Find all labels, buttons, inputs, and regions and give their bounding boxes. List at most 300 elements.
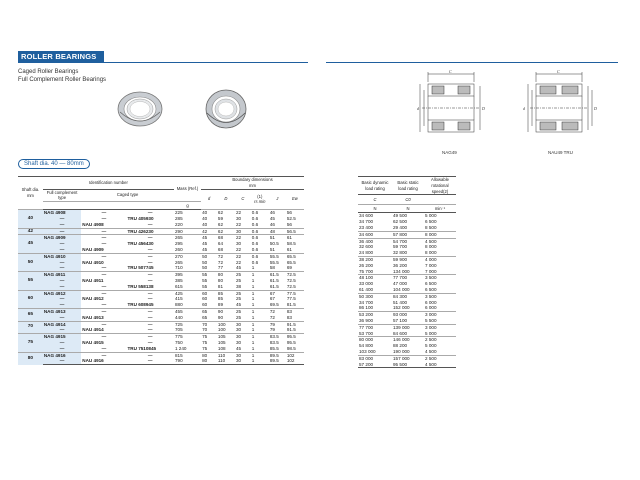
- table-cell: 72.5: [286, 283, 296, 289]
- nau49-caption: NAU49 TRU: [548, 150, 573, 155]
- table-cell: 440: [174, 314, 183, 320]
- col-full-complement: Full complement type: [43, 189, 81, 202]
- table-cell: —: [81, 235, 126, 241]
- table-cell: 67: [269, 296, 275, 302]
- table-cell: 24 800: [359, 250, 374, 256]
- col-rs: [251, 189, 269, 210]
- table-cell: —: [147, 314, 153, 320]
- table-cell: NAU 4916: [81, 358, 126, 364]
- table-cell: 51: [269, 246, 275, 252]
- table-cell: 50: [201, 253, 217, 259]
- table-cell: 69.5: [269, 302, 279, 308]
- table-cell: 1: [251, 308, 269, 314]
- table-cell: 77: [217, 265, 224, 271]
- table-cell: 5 500: [425, 317, 437, 323]
- table-cell: 48 100: [358, 275, 392, 281]
- table-cell: 0.6: [251, 215, 259, 221]
- table-cell: 1: [251, 358, 269, 364]
- table-cell: —: [43, 327, 81, 333]
- table-cell: 38 200: [358, 256, 392, 262]
- table-cell: NAU 4908: [82, 221, 104, 227]
- table-cell: 30: [235, 352, 251, 358]
- table-cell: —: [43, 260, 81, 266]
- table-cell: 95 500: [392, 362, 424, 368]
- table-cell: 30: [235, 321, 251, 327]
- table-cell: 85.5: [269, 345, 279, 351]
- table-cell: 22: [235, 246, 242, 252]
- table-cell: —: [126, 235, 173, 241]
- shaft-dia-cell: 60: [18, 290, 43, 308]
- col-unit-rpm: min⁻¹: [424, 205, 456, 213]
- table-cell: 89: [217, 302, 224, 308]
- table-cell: 93 000: [392, 312, 424, 318]
- table-cell: 69: [286, 265, 292, 271]
- table-cell: 55: [201, 272, 217, 278]
- table-cell: —: [126, 272, 173, 278]
- table-cell: 725: [174, 321, 201, 327]
- table-cell: 110: [217, 352, 235, 358]
- table-cell: 105: [217, 339, 226, 345]
- table-cell: 62: [217, 210, 235, 216]
- table-cell: —: [101, 345, 107, 351]
- table-cell: NAG 4916: [43, 352, 81, 358]
- table-cell: 72: [217, 253, 235, 259]
- table-cell: 22: [235, 259, 242, 265]
- table-cell: 80: [201, 352, 217, 358]
- table-cell: NAU 4914: [82, 327, 104, 333]
- table-cell: 80 000: [358, 337, 392, 343]
- subtitle-full-complement: Full Complement Roller Bearings: [18, 77, 107, 83]
- dimensions-table: [18, 176, 304, 365]
- table-cell: 62: [217, 221, 224, 227]
- table-cell: 80: [201, 358, 217, 364]
- table-cell: —: [126, 210, 173, 216]
- table-cell: 3 000: [424, 312, 456, 318]
- table-cell: 59 900: [392, 256, 424, 262]
- table-cell: 50: [202, 265, 208, 271]
- table-cell: 51 400: [393, 299, 408, 305]
- col-unit-n: N: [358, 205, 392, 213]
- table-cell: 61.5: [269, 277, 279, 283]
- table-cell: 5 000: [425, 343, 437, 349]
- table-cell: 89.5: [269, 358, 286, 364]
- table-cell: 70: [202, 327, 208, 333]
- table-cell: 1: [251, 290, 269, 296]
- table-cell: 395: [174, 272, 201, 278]
- table-cell: —: [147, 296, 153, 302]
- table-cell: 110: [217, 358, 235, 364]
- table-cell: 0.6: [251, 253, 269, 259]
- col-blank-2: [81, 202, 174, 210]
- table-cell: —: [81, 321, 126, 327]
- table-cell: 6 500: [425, 219, 437, 225]
- table-cell: 65.5: [286, 259, 296, 265]
- svg-text:D: D: [594, 106, 597, 111]
- table-cell: 33 000: [359, 281, 374, 287]
- col-caged: Caged type: [81, 189, 174, 202]
- table-cell: 265: [174, 235, 201, 241]
- table-cell: 22: [235, 221, 242, 227]
- table-cell: 1: [251, 352, 269, 358]
- table-cell: 72.5: [286, 277, 296, 283]
- table-cell: —: [101, 302, 107, 308]
- table-cell: 80: [217, 272, 235, 278]
- table-cell: 425: [174, 290, 201, 296]
- table-cell: 55: [202, 277, 208, 283]
- table-cell: NAU 4912: [82, 296, 104, 302]
- table-cell: 775: [174, 334, 201, 340]
- table-cell: 95.5: [286, 339, 296, 345]
- table-cell: —: [126, 334, 173, 340]
- shaft-dia-cell: 55: [18, 272, 43, 290]
- table-cell: 105: [217, 334, 235, 340]
- table-cell: 81: [217, 283, 224, 289]
- table-cell: 40: [202, 215, 208, 221]
- table-cell: 8 500: [425, 224, 437, 230]
- table-cell: NAG 4911: [43, 272, 81, 278]
- table-cell: 45: [235, 302, 242, 308]
- col-J: J: [269, 189, 286, 210]
- table-cell: 55.5: [269, 259, 279, 265]
- table-cell: 90: [217, 308, 235, 314]
- table-cell: 83: [286, 314, 292, 320]
- svg-text:d: d: [417, 106, 419, 111]
- table-cell: 55.5: [269, 253, 286, 259]
- table-cell: 57 200: [358, 362, 392, 368]
- table-cell: TRU 426230: [126, 228, 173, 235]
- table-cell: 4 500: [424, 362, 456, 368]
- table-cell: 60: [202, 302, 208, 308]
- shaft-dia-cell: 40: [18, 210, 43, 228]
- table-cell: 32 600: [359, 244, 374, 250]
- table-cell: 7 000: [425, 262, 437, 268]
- table-row: [358, 362, 456, 368]
- table-cell: 61: [286, 235, 304, 241]
- table-cell: 25: [235, 272, 251, 278]
- boundary-label: Boundary dimensions: [232, 177, 273, 182]
- table-cell: 0.6: [251, 228, 269, 235]
- table-cell: 91.5: [286, 321, 304, 327]
- table-cell: 59: [217, 215, 224, 221]
- table-cell: 157 000: [392, 355, 424, 361]
- table-cell: 56: [286, 210, 304, 216]
- table-cell: 103 000: [359, 348, 376, 354]
- speed-note: (2): [443, 188, 449, 194]
- table-cell: 38: [235, 283, 242, 289]
- table-cell: 34 700: [359, 299, 374, 305]
- table-cell: 1: [251, 345, 255, 351]
- table-cell: 75: [202, 345, 208, 351]
- table-cell: 61.5: [269, 272, 286, 278]
- table-cell: 30: [235, 334, 251, 340]
- table-cell: 64: [217, 241, 224, 247]
- table-cell: 58.5: [286, 241, 296, 247]
- table-cell: 86 100: [359, 305, 374, 311]
- table-cell: 1: [251, 296, 255, 302]
- table-cell: —: [43, 346, 81, 352]
- table-cell: 46: [269, 221, 275, 227]
- table-cell: 285: [174, 215, 183, 221]
- table-cell: 72.5: [286, 272, 304, 278]
- table-cell: 81.5: [286, 302, 296, 308]
- table-cell: 0.6: [251, 235, 269, 241]
- table-cell: 54 800: [359, 343, 374, 349]
- table-cell: —: [81, 272, 126, 278]
- table-cell: —: [81, 253, 126, 259]
- table-cell: 1: [251, 272, 269, 278]
- table-cell: 50.5: [269, 241, 279, 247]
- table-cell: 815: [174, 352, 201, 358]
- table-cell: —: [43, 284, 81, 290]
- table-cell: NAG 4915: [43, 334, 81, 340]
- table-cell: 1: [251, 327, 255, 333]
- table-cell: 98.5: [286, 345, 296, 351]
- table-cell: —: [126, 358, 173, 364]
- table-cell: —: [126, 321, 173, 327]
- table-cell: 65.5: [286, 253, 304, 259]
- table-cell: 100: [217, 321, 235, 327]
- table-cell: 75: [202, 339, 208, 345]
- table-cell: 72: [269, 308, 286, 314]
- table-cell: 61: [286, 246, 292, 252]
- table-cell: 36 400: [358, 238, 392, 244]
- table-cell: 23 400: [359, 224, 374, 230]
- table-cell: 415: [174, 296, 183, 302]
- table-cell: 1 240: [174, 345, 187, 351]
- table-cell: —: [43, 278, 81, 284]
- table-cell: NAU 4911: [82, 277, 104, 283]
- subtitle-caged: Caged Roller Bearings: [18, 69, 79, 75]
- table-cell: 385: [174, 277, 183, 283]
- table-cell: 45: [235, 265, 242, 271]
- shaft-dia-cell: 70: [18, 321, 43, 334]
- table-cell: 146 000: [392, 337, 424, 343]
- table-cell: 0.6: [251, 246, 259, 252]
- caged-bearing-photo: [116, 90, 164, 128]
- table-cell: 3 500: [424, 293, 456, 299]
- table-cell: —: [43, 241, 81, 247]
- table-cell: 8 000: [424, 231, 456, 238]
- col-static-rating: Basic static load rating: [392, 177, 424, 195]
- col-d: d: [201, 189, 217, 210]
- table-cell: 40: [202, 221, 208, 227]
- boundary-unit: mm: [249, 182, 257, 188]
- table-cell: —: [126, 253, 173, 259]
- shaft-dia-cell: 65: [18, 308, 43, 321]
- table-cell: 42: [201, 228, 217, 235]
- speed-label: Allowable rotational speed: [431, 177, 449, 194]
- table-cell: —: [43, 265, 81, 271]
- table-cell: 84 600: [393, 330, 408, 336]
- table-cell: 0.6: [251, 221, 259, 227]
- table-cell: 65: [202, 314, 208, 320]
- table-cell: —: [43, 228, 81, 235]
- table-row: [358, 231, 456, 238]
- table-cell: NAU 4910: [82, 259, 104, 265]
- table-cell: 85: [217, 296, 224, 302]
- table-cell: —: [81, 290, 126, 296]
- table-cell: NAG 4910: [43, 253, 81, 259]
- table-cell: 1: [251, 265, 255, 271]
- col-C0: C0: [392, 195, 424, 205]
- table-cell: 30: [235, 228, 251, 235]
- table-cell: 190 000: [393, 348, 410, 354]
- table-cell: NAU 4909: [82, 246, 104, 252]
- title-rule-right: [326, 62, 618, 63]
- table-cell: 2 500: [424, 337, 456, 343]
- table-cell: 34 600: [358, 213, 392, 219]
- table-cell: 880: [174, 302, 183, 308]
- table-cell: 90: [217, 314, 224, 320]
- table-cell: 45: [202, 241, 208, 247]
- table-cell: 750: [174, 339, 183, 345]
- table-cell: 5 000: [424, 213, 456, 219]
- table-cell: —: [81, 308, 126, 314]
- table-cell: —: [147, 221, 153, 227]
- table-cell: 61 400: [359, 286, 374, 292]
- table-cell: 295: [174, 241, 183, 247]
- rs-label: rs min: [254, 199, 266, 205]
- col-mass: Mass (Ref.): [174, 177, 201, 202]
- svg-text:d: d: [523, 106, 525, 111]
- table-cell: 79: [269, 321, 286, 327]
- table-cell: 1: [251, 283, 255, 289]
- table-cell: 0.6: [251, 210, 269, 216]
- table-cell: 30: [235, 339, 242, 345]
- shaft-dia-cell: 45: [18, 235, 43, 253]
- table-cell: 22: [235, 235, 251, 241]
- table-cell: NAG 4909: [43, 235, 81, 241]
- load-rating-table: [358, 176, 456, 368]
- table-cell: 8 000: [425, 244, 437, 250]
- table-cell: 47 000: [393, 281, 408, 287]
- table-cell: 26 200: [359, 262, 374, 268]
- table-cell: —: [126, 290, 173, 296]
- table-cell: 30: [235, 215, 242, 221]
- table-cell: TRU 456430: [127, 241, 154, 247]
- table-cell: 45: [202, 246, 208, 252]
- table-cell: 70: [201, 321, 217, 327]
- table-cell: 65: [201, 308, 217, 314]
- table-cell: 25: [235, 296, 242, 302]
- table-cell: —: [147, 277, 153, 283]
- table-cell: 77.5: [286, 290, 304, 296]
- table-cell: 30: [235, 358, 251, 364]
- table-cell: 139 000: [392, 324, 424, 330]
- table-cell: 53 700: [359, 330, 374, 336]
- table-cell: 45: [235, 345, 242, 351]
- table-cell: 75 700: [359, 268, 374, 274]
- table-cell: 0.6: [251, 259, 259, 265]
- table-cell: 1: [251, 321, 269, 327]
- table-cell: 4 000: [424, 256, 456, 262]
- table-cell: 4 500: [424, 238, 456, 244]
- col-D: D: [217, 189, 235, 210]
- shaft-dia-cell: 75: [18, 334, 43, 352]
- table-cell: 62 500: [393, 219, 408, 225]
- table-cell: 59 700: [393, 244, 408, 250]
- table-cell: 25: [235, 308, 251, 314]
- shaft-dia-cell: 50: [18, 253, 43, 271]
- table-cell: 5 000: [425, 330, 437, 336]
- table-cell: 72: [269, 314, 275, 320]
- table-cell: 134 000: [393, 268, 410, 274]
- table-cell: —: [147, 339, 153, 345]
- table-cell: —: [43, 340, 81, 346]
- table-cell: 4 500: [425, 348, 437, 354]
- table-cell: 265: [174, 259, 183, 265]
- table-cell: —: [43, 222, 81, 228]
- table-cell: 79: [269, 327, 275, 333]
- table-cell: —: [43, 315, 81, 321]
- table-cell: 0.6: [251, 241, 259, 247]
- table-cell: TRU 558138: [127, 283, 154, 289]
- shaft-dia-cell: 42: [18, 228, 43, 235]
- col-C: C: [358, 195, 392, 205]
- table-cell: —: [101, 283, 107, 289]
- table-cell: 60: [201, 290, 217, 296]
- table-cell: NAG 4913: [43, 308, 81, 314]
- table-cell: 72: [217, 259, 224, 265]
- table-cell: 260: [174, 246, 183, 252]
- table-cell: —: [101, 265, 107, 271]
- table-cell: 30: [235, 241, 242, 247]
- svg-text:C: C: [557, 69, 560, 74]
- table-cell: 25: [235, 314, 242, 320]
- rs-note: (1): [257, 193, 263, 199]
- col-mass-unit: g: [174, 202, 201, 210]
- table-cell: —: [81, 210, 126, 216]
- table-cell: —: [147, 259, 153, 265]
- table-cell: 8 000: [425, 250, 437, 256]
- table-cell: —: [81, 334, 126, 340]
- table-cell: 34 600: [358, 231, 392, 238]
- table-cell: 62: [217, 228, 235, 235]
- col-boundary: [201, 177, 304, 190]
- table-cell: 6 500: [425, 281, 437, 287]
- table-cell: 22: [235, 253, 251, 259]
- table-cell: —: [81, 228, 126, 235]
- table-cell: TRU 7510845: [127, 345, 157, 351]
- svg-text:D: D: [482, 106, 485, 111]
- table-cell: TRU 507745: [127, 265, 154, 271]
- right-page: [320, 0, 640, 480]
- table-cell: 80: [217, 277, 224, 283]
- table-cell: —: [43, 216, 81, 222]
- col-unit-n2: N: [392, 205, 424, 213]
- table-cell: 58: [269, 265, 275, 271]
- table-cell: 3 500: [424, 275, 456, 281]
- table-cell: 6 500: [425, 286, 437, 292]
- table-cell: 56: [286, 221, 292, 227]
- table-cell: 6 000: [425, 299, 437, 305]
- table-cell: 1: [251, 334, 269, 340]
- table-cell: 61.5: [269, 283, 279, 289]
- table-cell: TRU 608945: [127, 302, 154, 308]
- table-cell: 57 100: [393, 317, 408, 323]
- table-cell: —: [126, 308, 173, 314]
- table-cell: 83 000: [358, 355, 392, 361]
- table-cell: 1: [251, 302, 255, 308]
- table-cell: 83.5: [269, 339, 279, 345]
- table-cell: 54 700: [392, 238, 424, 244]
- table-cell: 34 700: [359, 219, 374, 225]
- table-cell: 102: [286, 358, 304, 364]
- table-cell: 56.5: [286, 228, 304, 235]
- table-cell: 53 200: [358, 312, 392, 318]
- col-C: C: [235, 189, 251, 210]
- table-cell: 68: [217, 235, 235, 241]
